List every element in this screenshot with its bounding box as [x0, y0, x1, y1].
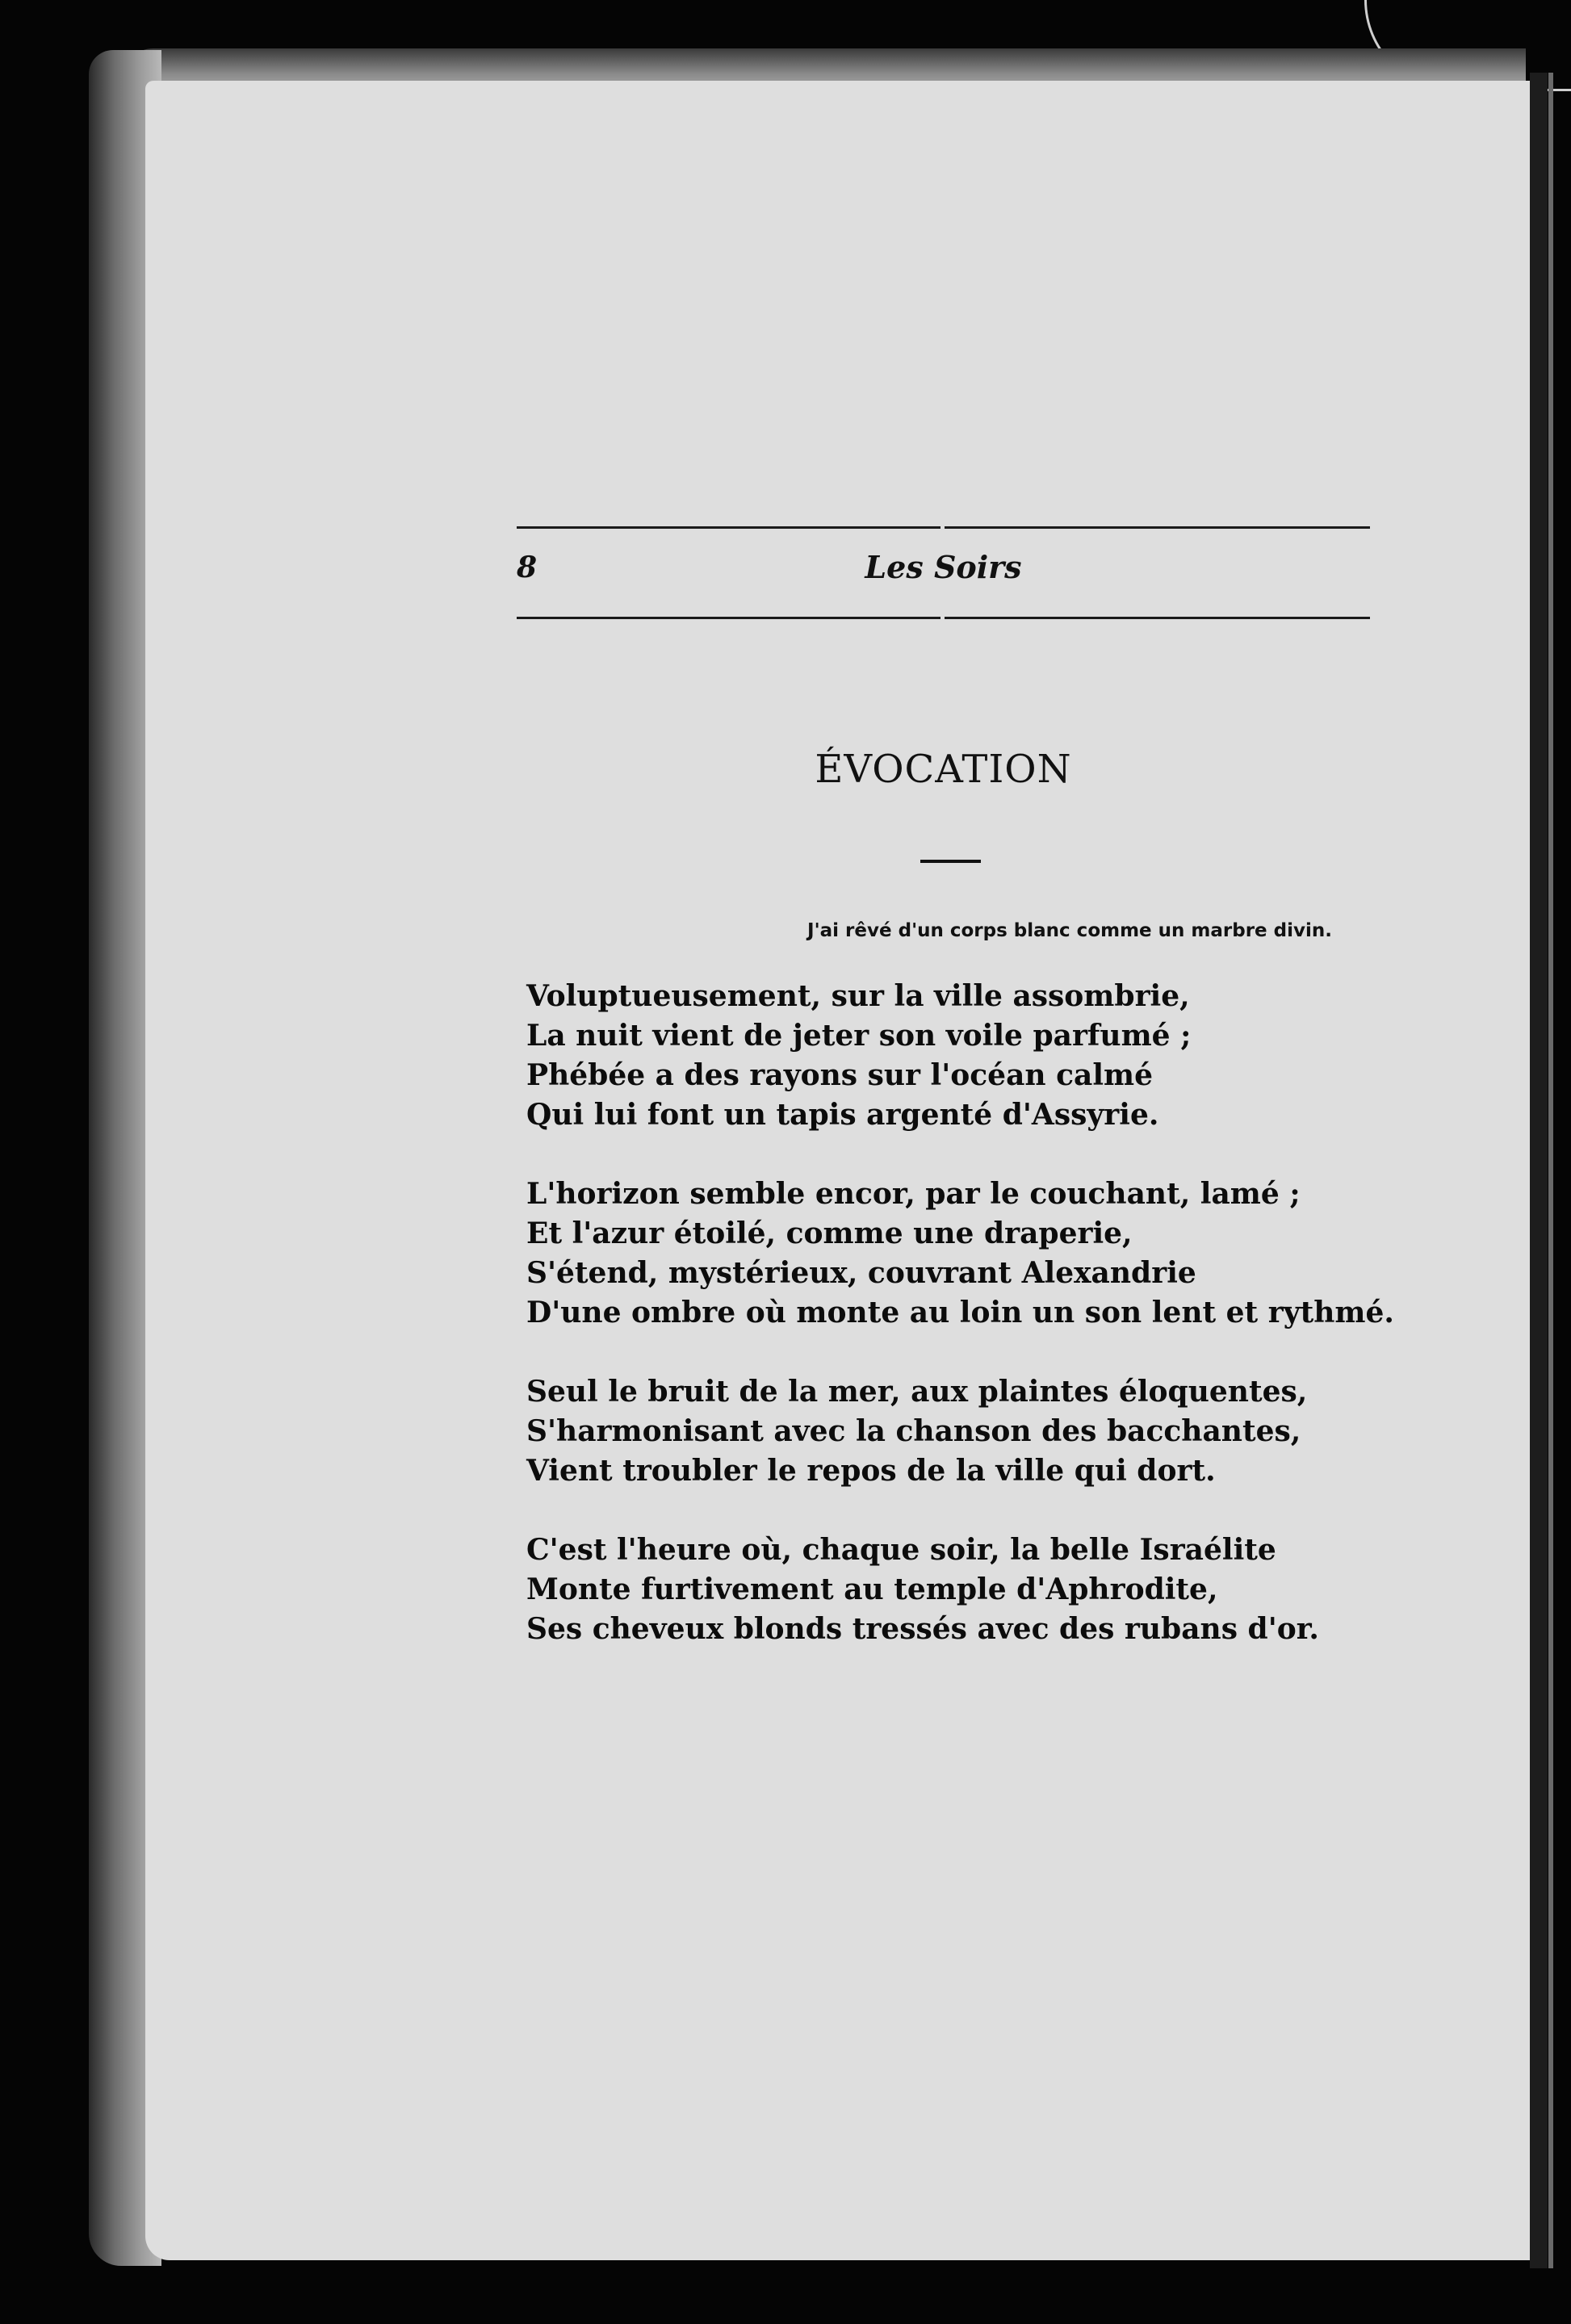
stanza	[526, 1372, 1414, 1491]
poem-title: ÉVOCATION	[815, 747, 1072, 792]
verse-line: L'horizon semble encor, par le couchant, lamé ;	[526, 1177, 1301, 1211]
stanza	[526, 977, 1414, 1135]
header-rule-bottom	[517, 617, 1370, 619]
verse-line: C'est l'heure où, chaque soir, la belle Israélite	[526, 1533, 1276, 1567]
verse-line: Qui lui font un tapis argenté d'Assyrie.	[526, 1098, 1159, 1132]
header-rule-top	[517, 526, 1370, 529]
verse-line: D'une ombre où monte au loin un son lent et rythmé.	[526, 1296, 1394, 1329]
verse-line: Voluptueusement, sur la ville assombrie,	[526, 979, 1190, 1013]
verse-line: S'étend, mystérieux, couvrant Alexandrie	[526, 1256, 1196, 1290]
verse-line: Monte furtivement au temple d'Aphrodite,	[526, 1572, 1218, 1606]
page-right-gutter	[1530, 73, 1548, 2268]
epigraph: J'ai rêvé d'un corps blanc comme un marbre divin.	[807, 920, 1332, 941]
verse-line: Ses cheveux blonds tressés avec des rubans d'or.	[526, 1612, 1319, 1646]
book-page	[145, 81, 1530, 2260]
verse-line: Phébée a des rayons sur l'océan calmé	[526, 1058, 1154, 1092]
page-number: 8	[517, 551, 538, 584]
stanza	[526, 1530, 1414, 1649]
title-separator	[920, 860, 981, 863]
page-right-gutter-line	[1548, 73, 1553, 2268]
verse-line: Seul le bruit de la mer, aux plaintes éloquentes,	[526, 1375, 1308, 1409]
verse-line: Et l'azur étoilé, comme une draperie,	[526, 1216, 1133, 1250]
running-title: Les Soirs	[865, 549, 1022, 585]
verse-line: La nuit vient de jeter son voile parfumé ;	[526, 1019, 1192, 1053]
verse-line: S'harmonisant avec la chanson des bacchantes,	[526, 1414, 1301, 1448]
stanza	[526, 1175, 1414, 1333]
verse-line: Vient troubler le repos de la ville qui dort.	[526, 1454, 1216, 1488]
